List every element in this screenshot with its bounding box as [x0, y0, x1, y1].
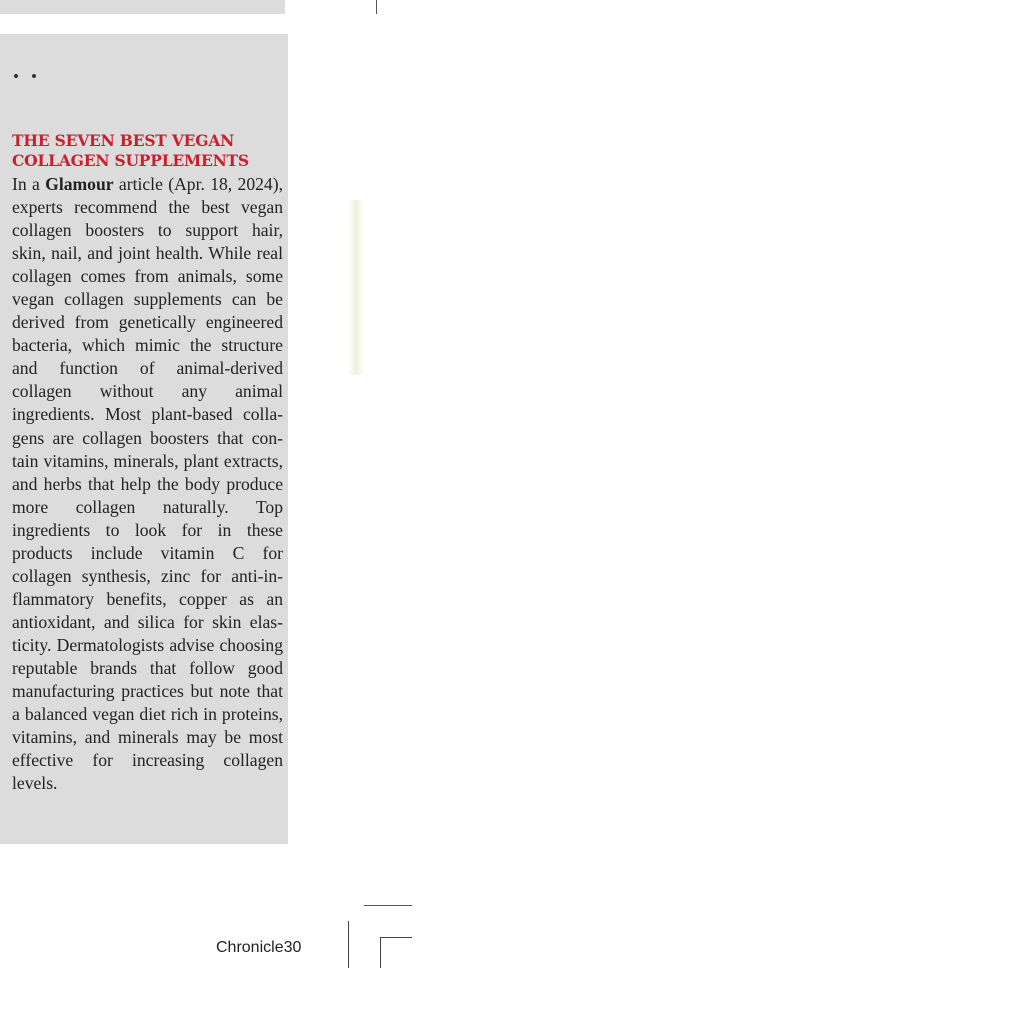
body-paragraph: article (Apr. 18, 2024), experts recommend the best vegan collagen boosters to support hair, skin, nail, and joint health. While real collagen comes from animals, some vegan collagen supplements can be derived from genetically engineered bacteria, which mimic the structure and function of animal-derived collagen without any animal ingredients. Most plant-based collagens are collagen boosters that contain vitamins, minerals, plant extracts, and herbs that help the body produce more collagen naturally. Top ingredients to look for in these products include vitamin C for collagen synthesis, zinc for anti-inflammatory benefits, copper as an antioxidant, and silica for skin elasticity. Dermatologists advise choosing reputable brands that follow good manufacturing practices but note that a balanced vegan diet rich in proteins, vitamins, and minerals may be most effective for increasing collagen levels. — [12, 174, 283, 794]
article-body — [12, 173, 283, 795]
bullet-dots — [12, 70, 52, 84]
column-rule-top — [376, 0, 377, 14]
source-publication: Glamour — [45, 174, 114, 194]
crop-mark-horizontal — [364, 905, 412, 906]
heading-line-2: COLLAGEN SUPPLEMENTS — [12, 151, 249, 170]
page-folio: Chronicle30 — [216, 939, 302, 956]
crop-mark-corner — [380, 937, 412, 968]
article-heading — [12, 131, 284, 171]
body-intro: In a — [12, 174, 46, 194]
faded-image-edge — [348, 200, 364, 375]
bullet-dot — [32, 74, 36, 78]
bullet-dot — [14, 74, 18, 78]
previous-sidebar-box — [0, 0, 285, 14]
heading-line-1: THE SEVEN BEST VEGAN — [12, 131, 235, 150]
footer-divider — [348, 921, 349, 968]
